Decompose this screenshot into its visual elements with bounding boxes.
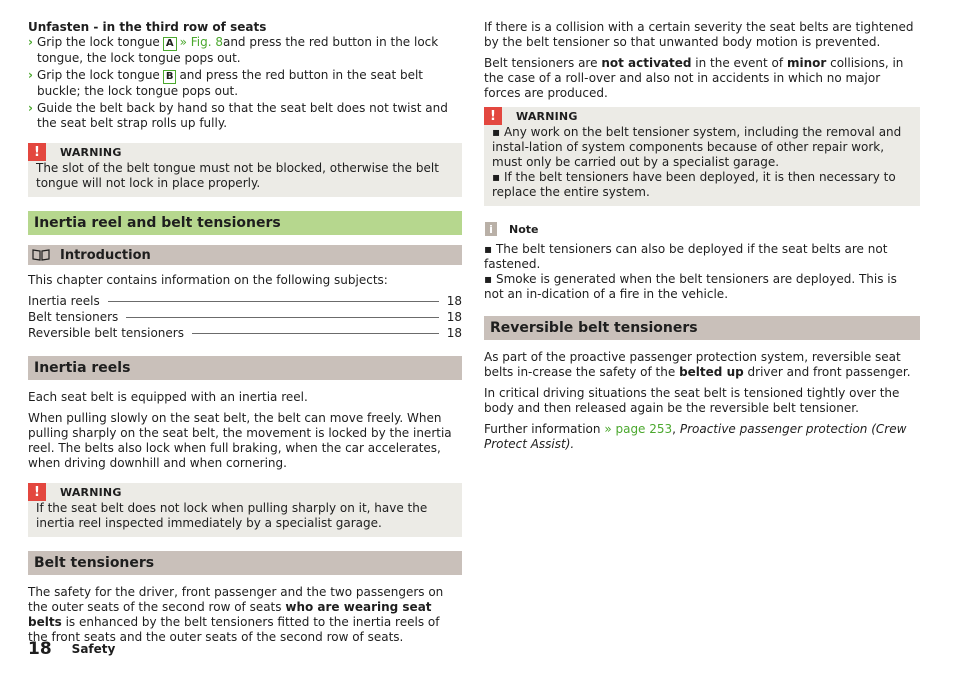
inertia-reels-heading: Inertia reels [28,356,462,380]
toc-row[interactable]: Reversible belt tensioners 18 [28,326,462,340]
chevron-right-icon: › [28,101,33,115]
warning-title: WARNING [60,145,122,159]
note-heading [484,220,920,238]
warning-bullet: ▪ If the belt tensioners have been deployed, it is then necessary to replace the entire system. [492,170,896,199]
inertia-paragraph-2: When pulling slowly on the seat belt, the belt can move freely. When pulling sharply on the seat belt, the movement is locked by the inertia reel. The belts also lock when full braking, when the car accelerates, when driving downhill and when cornering. [28,411,452,470]
warning-box-1 [28,143,462,197]
step-2 [28,68,462,99]
page-footer [28,639,116,659]
page-number: 18 [28,639,52,659]
right-paragraph-2: Belt tensioners are not activated in the event of minor collisions, in the case of a roll-over and also not in accidents in which no major forces are produced. [484,56,904,100]
toc-row[interactable]: Inertia reels 18 [28,294,462,308]
chevron-right-icon: › [28,35,33,49]
inertia-paragraph-1: Each seat belt is equipped with an inertia reel. [28,390,308,404]
step-3 [28,101,462,131]
step-3-text: Guide the belt back by hand so that the seat belt does not twist and the seat belt strap rolls up fully. [37,101,448,130]
note-bullet: ▪ Smoke is generated when the belt tensioners are deployed. This is not an in-dication of a fire in the vehicle. [484,272,897,301]
exclamation-icon: ! [484,107,502,125]
warning-box-3 [484,107,920,206]
note-bullet: ▪ The belt tensioners can also be deployed if the seat belts are not fastened. [484,242,888,271]
step-1-text: Grip the lock tongue A » Fig. 8and press the red button in the lock tongue, the lock tongue pops out. [37,35,439,65]
section-name: Safety [71,642,116,656]
reversible-paragraph-1: As part of the proactive passenger protection system, reversible seat belts in-crease the safety of the belted up driver and front passenger. [484,350,911,379]
toc-list [28,294,462,342]
note-title: Note [509,222,539,236]
warning-box-2 [28,483,462,537]
key-b-label: B [163,70,177,84]
chevron-right-icon: › [28,68,33,82]
reversible-heading: Reversible belt tensioners [484,316,920,340]
step-1 [28,35,462,66]
fig-link[interactable]: » Fig. 8 [179,35,223,49]
belt-tensioners-heading: Belt tensioners [28,551,462,575]
intro-text: This chapter contains information on the following subjects: [28,273,388,287]
toc-row[interactable]: Belt tensioners 18 [28,310,462,324]
reversible-paragraph-3: Further information » page 253, Proactive passenger protection (Crew Protect Assist). [484,422,907,451]
intro-heading: Introduction [28,245,462,265]
section-title: Inertia reel and belt tensioners [28,211,462,235]
exclamation-icon: ! [28,483,46,501]
exclamation-icon: ! [28,143,46,161]
reversible-paragraph-2: In critical driving situations the seat belt is tensioned tightly over the body and then released again be the reversible belt tensioner. [484,386,900,415]
unfasten-heading: Unfasten - in the third row of seats [28,20,267,34]
warning-text: If the seat belt does not lock when pulling sharply on it, have the inertia reel inspected immediately by a specialist garage. [36,501,428,530]
right-column [484,20,920,458]
step-2-text: Grip the lock tongue B and press the red button in the seat belt buckle; the lock tongue pops out. [37,68,424,98]
left-column [28,20,462,651]
warning-title: WARNING [516,109,578,123]
warning-title: WARNING [60,485,122,499]
tensioners-paragraph: The safety for the driver, front passenger and the two passengers on the outer seats of the second row of seats who are wearing seat belts is enhanced by the belt tensioners fitted to the inertia reels of the front seats and the outer seats of the second row of seats. [28,585,444,644]
right-paragraph-1: If there is a collision with a certain severity the seat belts are tightened by the belt tensioner so that unwanted body motion is prevented. [484,20,914,49]
warning-text: The slot of the belt tongue must not be blocked, otherwise the belt tongue will not lock in place properly. [36,161,439,190]
key-a-label: A [163,37,177,51]
page-link[interactable]: » page 253 [604,422,673,436]
book-icon [32,249,50,261]
info-icon: i [485,222,497,236]
warning-bullet: ▪ Any work on the belt tensioner system, including the removal and instal-lation of system components because of other repair work, must only be carried out by a specialist garage. [492,125,902,169]
